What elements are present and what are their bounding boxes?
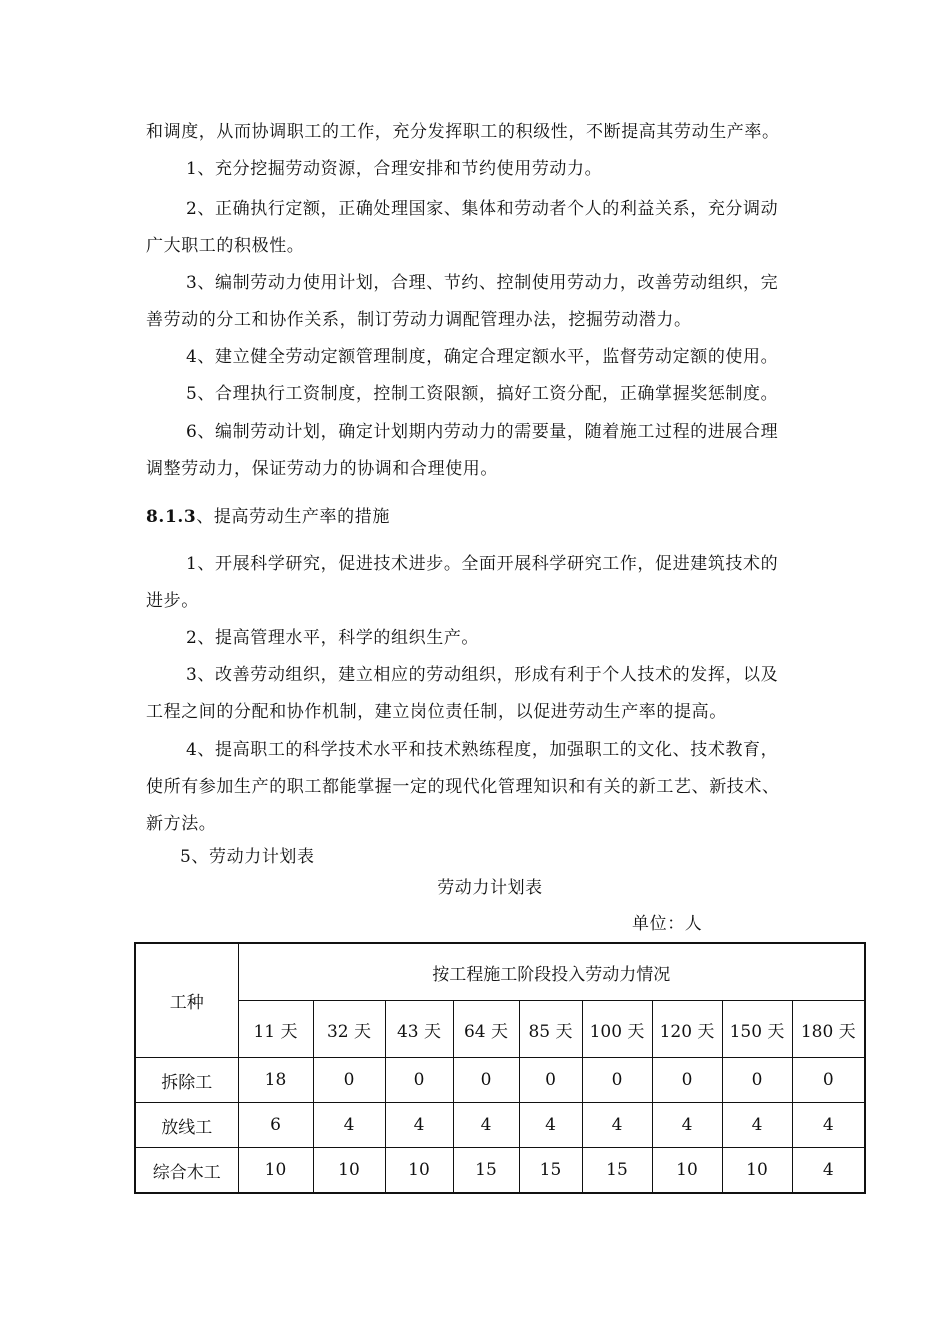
table-row	[135, 1058, 865, 1103]
table-cell: 10	[238, 1148, 313, 1194]
section-heading	[146, 506, 846, 528]
table-cell: 0	[582, 1058, 652, 1103]
table-cell: 10	[722, 1148, 792, 1194]
table-cell: 4	[792, 1148, 865, 1194]
list-item: 6、编制劳动计划，确定计划期内劳动力的需要量，随着施工过程的进展合理	[186, 422, 779, 442]
list-item-continuation: 新方法。	[146, 814, 217, 834]
table-cell: 0	[519, 1058, 582, 1103]
table-cell: 6	[238, 1103, 313, 1148]
table-title: 劳动力计划表	[437, 878, 543, 898]
section-number: 8.1.3	[146, 507, 197, 527]
list-item: 5、劳动力计划表	[180, 847, 315, 867]
list-item: 5、合理执行工资制度，控制工资限额，搞好工资分配，正确掌握奖惩制度。	[186, 384, 779, 404]
table-cell: 18	[238, 1058, 313, 1103]
table-cell: 0	[313, 1058, 385, 1103]
list-item: 2、正确执行定额，正确处理国家、集体和劳动者个人的利益关系，充分调动	[186, 199, 779, 219]
section-title: 、提高劳动生产率的措施	[196, 507, 390, 527]
table-cell: 4	[792, 1103, 865, 1148]
table-header-day: 120 天	[652, 1001, 722, 1058]
table-header-day: 100 天	[582, 1001, 652, 1058]
table-cell: 10	[313, 1148, 385, 1194]
table-group-header: 按工程施工阶段投入劳动力情况	[238, 943, 865, 1001]
table-cell: 4	[652, 1103, 722, 1148]
table-cell: 4	[385, 1103, 453, 1148]
table-cell: 4	[722, 1103, 792, 1148]
list-item: 4、建立健全劳动定额管理制度，确定合理定额水平，监督劳动定额的使用。	[186, 347, 779, 367]
table-row-label: 综合木工	[135, 1148, 238, 1194]
table-header-day: 43 天	[385, 1001, 453, 1058]
table-header-day: 64 天	[453, 1001, 519, 1058]
table-header-day: 32 天	[313, 1001, 385, 1058]
list-item-continuation: 广大职工的积极性。	[146, 236, 305, 256]
table-cell: 0	[722, 1058, 792, 1103]
table-row-label: 放线工	[135, 1103, 238, 1148]
list-item: 3、改善劳动组织，建立相应的劳动组织，形成有利于个人技术的发挥，以及	[186, 665, 779, 685]
table-header-day: 85 天	[519, 1001, 582, 1058]
table-row	[135, 1148, 865, 1194]
table-cell: 4	[313, 1103, 385, 1148]
table-row	[135, 1103, 865, 1148]
table-header-day: 11 天	[238, 1001, 313, 1058]
table-row-label: 拆除工	[135, 1058, 238, 1103]
paragraph-text: 和调度，从而协调职工的工作，充分发挥职工的积级性，不断提高其劳动生产率。	[146, 122, 780, 142]
list-item-continuation: 调整劳动力，保证劳动力的协调和合理使用。	[146, 459, 498, 479]
list-item-continuation: 工程之间的分配和协作机制，建立岗位责任制，以促进劳动生产率的提高。	[146, 702, 727, 722]
labor-plan-table	[134, 942, 866, 1194]
table-cell: 15	[519, 1148, 582, 1194]
table-unit: 单位：人	[632, 914, 703, 934]
table-cell: 0	[792, 1058, 865, 1103]
table-header-trade: 工种	[135, 943, 238, 1058]
table-cell: 0	[453, 1058, 519, 1103]
table-header-day: 150 天	[722, 1001, 792, 1058]
table-cell: 4	[582, 1103, 652, 1148]
list-item: 1、开展科学研究，促进技术进步。全面开展科学研究工作，促进建筑技术的	[186, 554, 779, 574]
list-item: 2、提高管理水平，科学的组织生产。	[186, 628, 480, 648]
table-cell: 4	[453, 1103, 519, 1148]
table-cell: 4	[519, 1103, 582, 1148]
table-cell: 15	[453, 1148, 519, 1194]
list-item-continuation: 善劳动的分工和协作关系，制订劳动力调配管理办法，挖掘劳动潜力。	[146, 310, 692, 330]
table-cell: 0	[385, 1058, 453, 1103]
list-item: 1、充分挖掘劳动资源，合理安排和节约使用劳动力。	[186, 159, 603, 179]
table-cell: 15	[582, 1148, 652, 1194]
table-cell: 10	[385, 1148, 453, 1194]
list-item-continuation: 使所有参加生产的职工都能掌握一定的现代化管理知识和有关的新工艺、新技术、	[146, 777, 780, 797]
list-item: 3、编制劳动力使用计划，合理、节约、控制使用劳动力，改善劳动组织，完	[186, 273, 779, 293]
table-cell: 10	[652, 1148, 722, 1194]
table-cell: 0	[652, 1058, 722, 1103]
table-header-day: 180 天	[792, 1001, 865, 1058]
list-item-continuation: 进步。	[146, 591, 199, 611]
list-item: 4、提高职工的科学技术水平和技术熟练程度，加强职工的文化、技术教育，	[186, 740, 779, 760]
